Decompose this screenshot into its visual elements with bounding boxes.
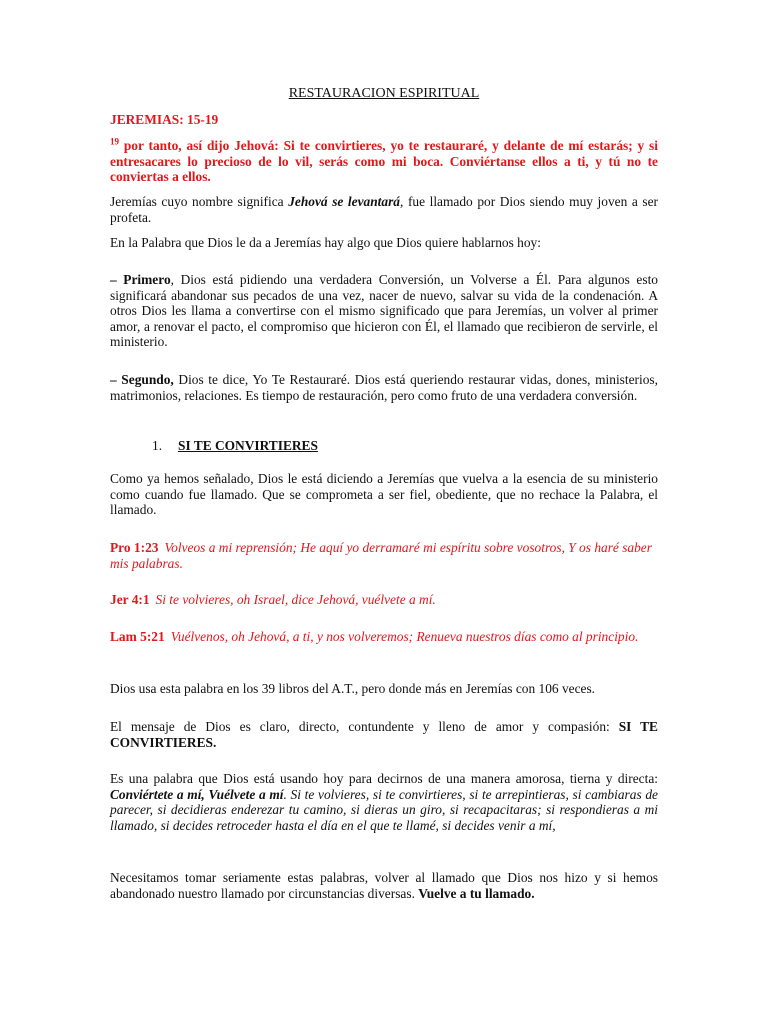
quote-jer <box>110 592 658 608</box>
paragraph-uso: Dios usa esta palabra en los 39 libros del A.T., pero donde más en Jeremías con 106 veces. <box>110 681 596 696</box>
quote-ref: Jer 4:1 <box>110 592 150 607</box>
quote-text: Vuélvenos, oh Jehová, a ti, y nos volveremos; Renueva nuestros días como al principio. <box>170 629 639 644</box>
quote-lam <box>110 629 658 645</box>
scripture-heading: JEREMIAS: 15-19 <box>110 112 219 127</box>
paragraph-necesitamos: Necesitamos tomar seriamente estas palabras, volver al llamado que Dios nos hizo y si hemos abandonado nuestro llamado por circunstancias diversas. Vuelve a tu llamado. <box>110 870 658 901</box>
quote-ref: Pro 1:23 <box>110 540 159 555</box>
palabra-emphasis: Conviértete a mí, Vuélvete a mí <box>110 786 284 802</box>
paragraph-esencia: Como ya hemos señalado, Dios le está diciendo a Jeremías que vuelva a la esencia de su ministerio como cuando fue llamado. Que se comprometa a ser fiel, obediente, que no rechace la Palabra, el llamado. <box>110 471 658 518</box>
primero-label: – Primero <box>110 272 171 287</box>
name-meaning-emphasis: Jehová se levantará <box>288 194 401 209</box>
quote-text: Volveos a mi reprensión; He aquí yo derramaré mi espíritu sobre vosotros, Y os haré saber mis palabras. <box>110 540 652 571</box>
segundo-label: – Segundo, <box>110 372 174 387</box>
verse-number: 19 <box>110 136 119 147</box>
section-number: 1. <box>152 438 163 453</box>
page-title: RESTAURACION ESPIRITUAL <box>288 86 480 101</box>
paragraph-primero: – Primero, Dios está pidiendo una verdadera Conversión, un Volverse a Él. Para algunos esto significará abandonar sus pecados de una vez, nacer de nuevo, salvar su vida de la condenación. A otros Dios les llama a convertirse con el mismo significado que para Jeremías, un volver al primer amor, a renovar el pacto, el compromiso que hicieron con Él, el llamado que recibieron de servirle, el ministerio. <box>110 272 658 350</box>
verse-body: por tanto, así dijo Jehová: Si te convirtieres, yo te restauraré, y delante de mí estarás; y si entresacares lo precioso de lo vil, serás como mi boca. Conviértanse ellos a ti, y tú no te conviertas a ellos. <box>110 138 658 185</box>
verse-text <box>110 138 658 185</box>
closing-emphasis: Vuelve a tu llamado. <box>418 885 535 901</box>
paragraph-mensaje: El mensaje de Dios es claro, directo, contundente y lleno de amor y compasión: SI TE CONVIRTIERES. <box>110 719 658 750</box>
quote-text: Si te volvieres, oh Israel, dice Jehová, vuélvete a mí. <box>155 592 436 607</box>
paragraph-palabra: Es una palabra que Dios está usando hoy para decirnos de una manera amorosa, tierna y directa: Conviértete a mí, Vuélvete a mí. Si te volvieres, si te convirtieres, si te arrepintieras, si cambiaras de parecer, si decidieras enderezar tu camino, si dieras un giro, si recapacitaras; si respondieras a mi llamado, si decides retroceder hasta el día en el que te llamé, si decides venir a mí, <box>110 771 658 833</box>
mensaje-emphasis: SI TE CONVIRTIERES. <box>110 719 658 750</box>
section-title: SI TE CONVIRTIERES <box>178 438 318 453</box>
paragraph-segundo: – Segundo, Dios te dice, Yo Te Restauraré. Dios está queriendo restaurar vidas, dones, ministerios, matrimonios, relaciones. Es tiempo de restauración, pero como fruto de una verdadera conversión. <box>110 372 658 403</box>
section-heading-1 <box>110 438 658 454</box>
paragraph-name-meaning: Jeremías cuyo nombre significa Jehová se levantará, fue llamado por Dios siendo muy joven a ser profeta. <box>110 194 659 225</box>
paragraph-intro: En la Palabra que Dios le da a Jeremías hay algo que Dios quiere hablarnos hoy: <box>110 235 541 250</box>
quote-ref: Lam 5:21 <box>110 629 165 644</box>
quote-pro <box>110 540 658 571</box>
